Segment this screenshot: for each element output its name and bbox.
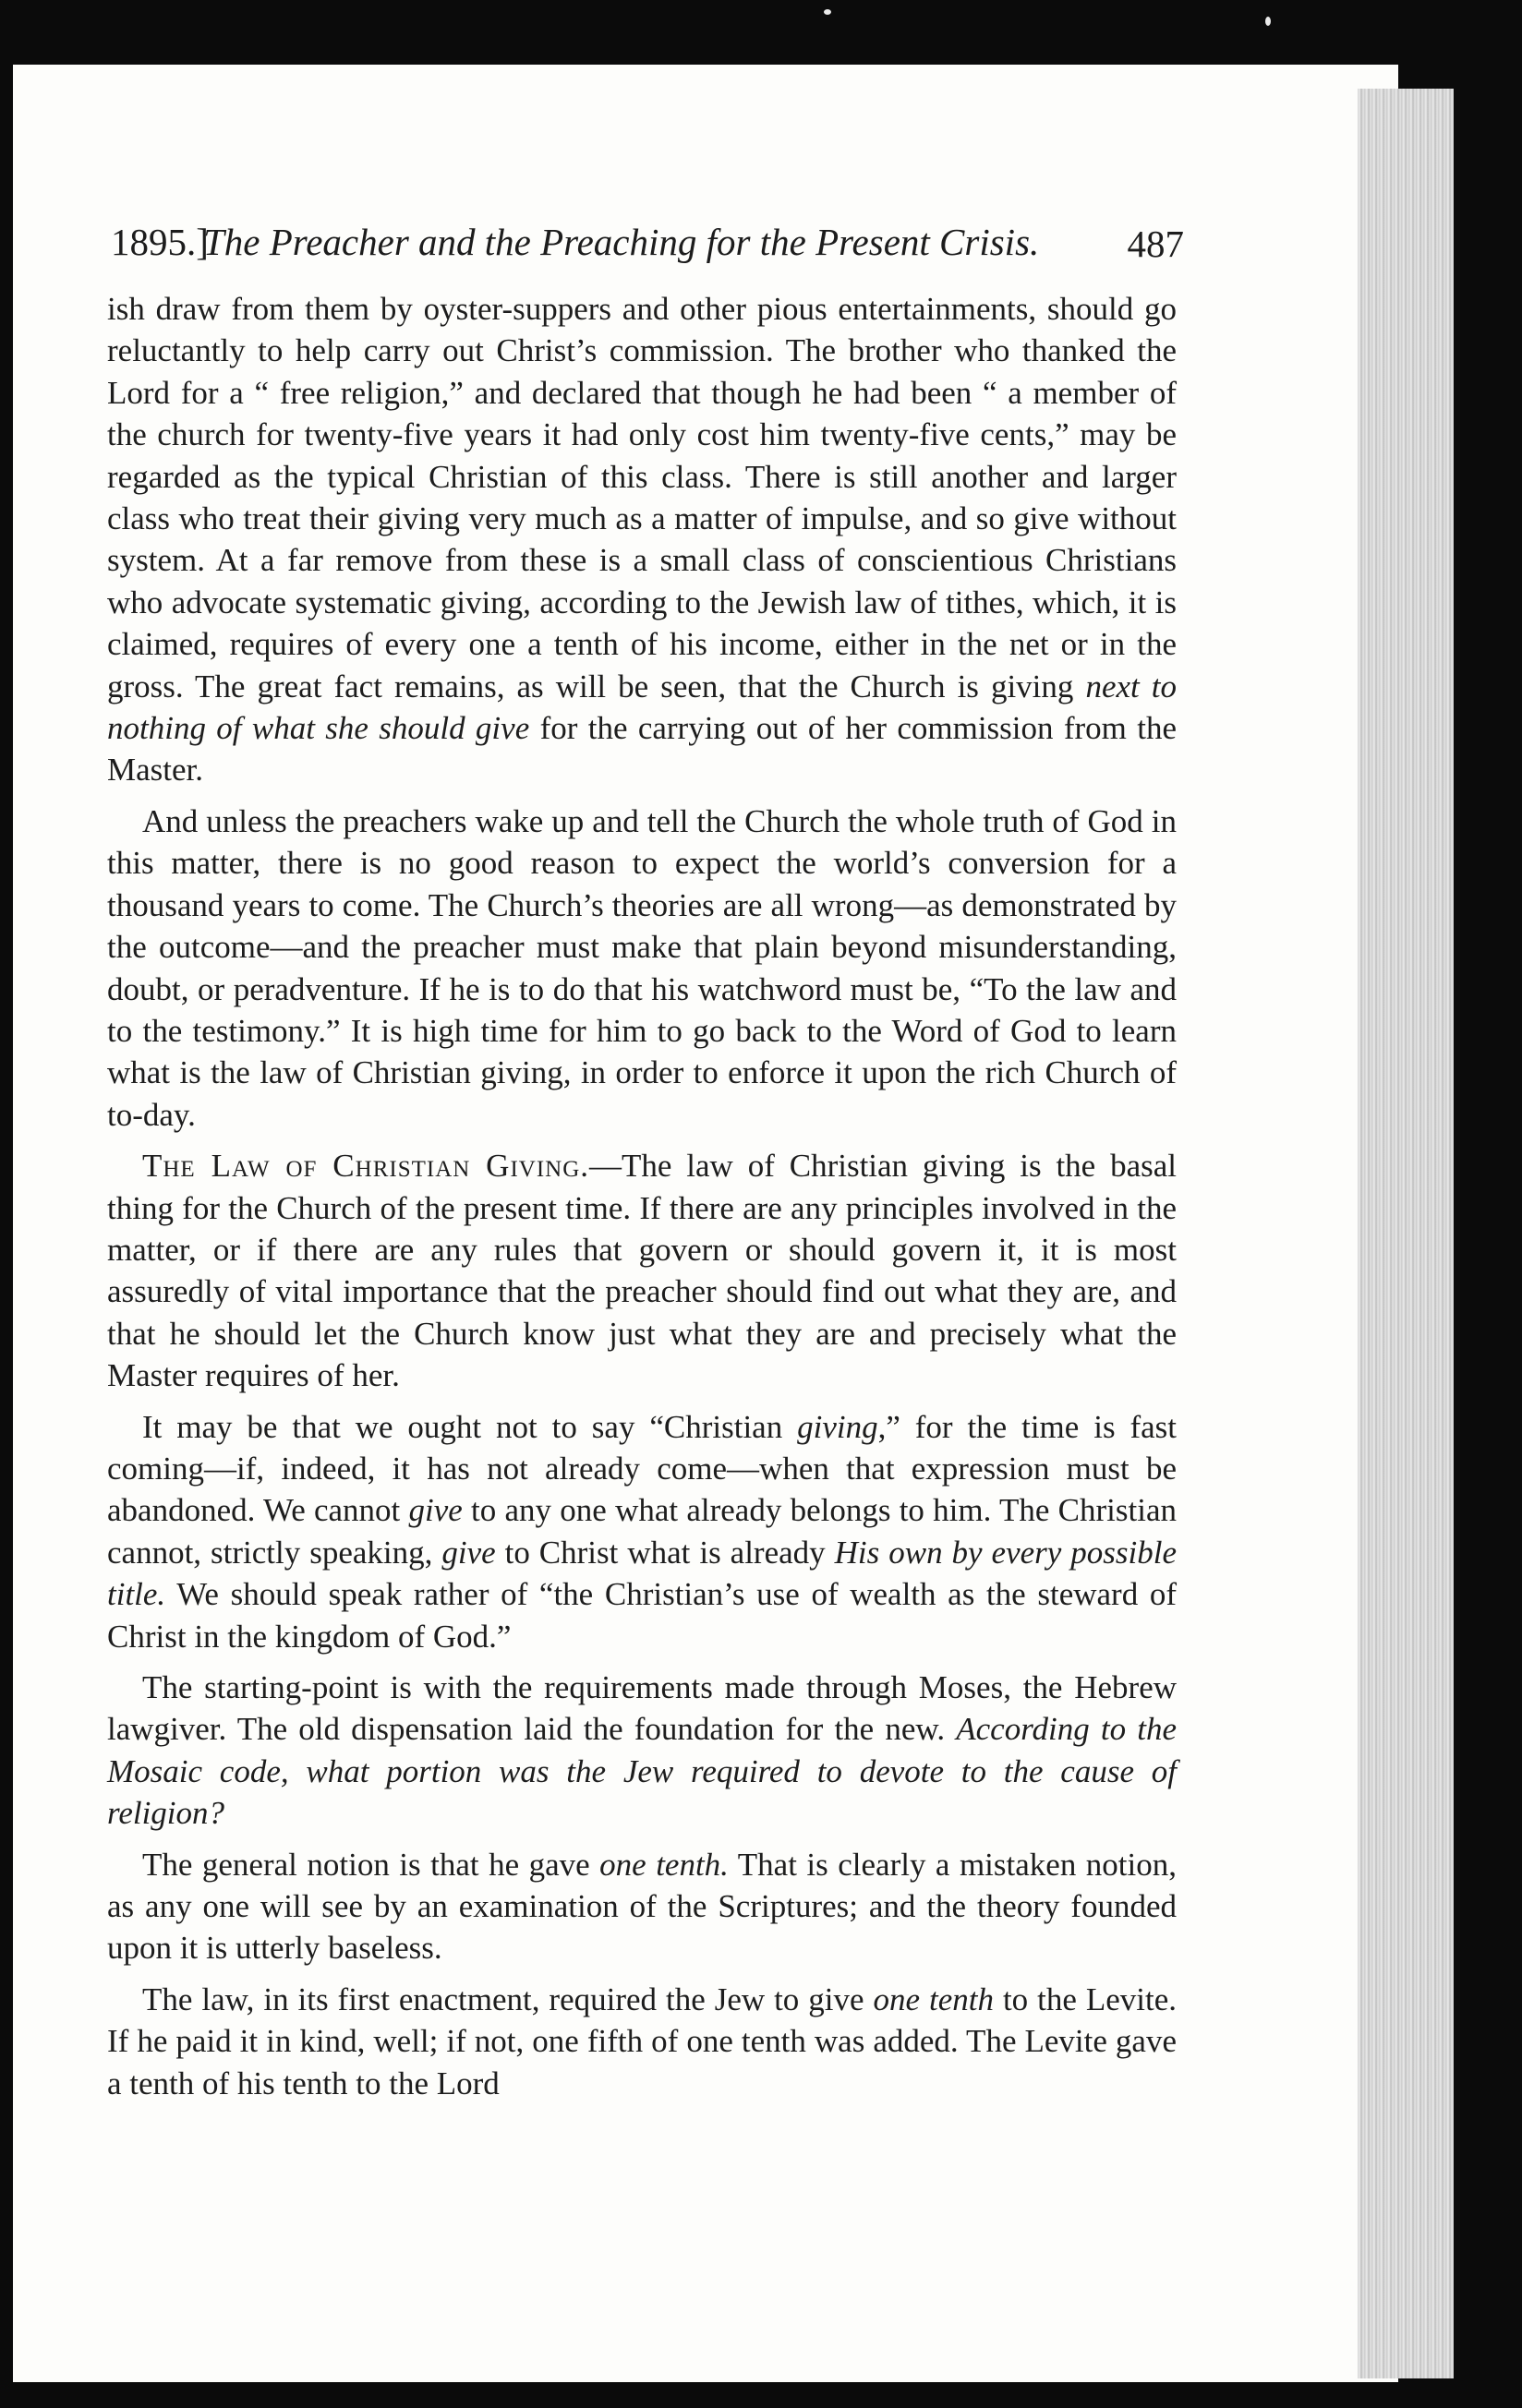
section-heading: The Law of Christian Giving. [142,1148,590,1185]
scan-speck [824,9,831,15]
running-header [111,214,1184,279]
paragraph: The starting-point is with the requirements made through Moses, the Hebrew lawgiver. The old dispensation laid the foundation for the new. According to the Mosaic code, what portion was the Jew required to devote to the cause of religion? [107,1669,1177,1832]
paragraph: The Law of Christian Giving.—The law of Christian giving is the basal thing for the Church of the present time. If there are any principles involved in the matter, or if there are any rules that govern or should govern it, it is most assuredly of vital importance that the preacher should find out what they are, and that he should let the Church know just what they are and precisely what the Master requires of her. [107,1148,1177,1394]
paragraph: The general notion is that he gave one tenth. That is clearly a mistaken notion, as any one will see by an examination of the Scriptures; and the theory founded upon it is utterly baseless. [107,1846,1177,1967]
paragraph: And unless the preachers wake up and tell the Church the whole truth of God in this matter, there is no good reason to expect the world’s conversion for a thousand years to come. The Church’s theories are all wrong—as demonstrated by the outcome—and the preacher must make that plain beyond misunderstanding, doubt, or peradventure. If he is to do that his watchword must be, “To the law and to the testimony.” It is high time for him to go back to the Word of God to learn what is the law of Christian giving, in order to enforce it upon the rich Church of to-day. [107,802,1177,1133]
scan-speck [1265,17,1271,26]
body-text [107,288,1177,2113]
page-edge-stack [1358,89,1454,2378]
header-year: 1895.] [111,221,209,263]
page-number: 487 [1127,223,1184,265]
paragraph: It may be that we ought not to say “Christian giving,” for the time is fast coming—if, indeed, it has not already come—when that expression must be abandoned. We cannot give to any one what already belongs to him. The Christian cannot, strictly speaking, give to Christ what is already His own by every possible title. We should speak rather of “the Christian’s use of wealth as the steward of Christ in the kingdom of God.” [107,1408,1178,1655]
header-title: The Preacher and the Preaching for the Present Crisis. [203,221,1040,263]
paragraph: The law, in its first enactment, required the Jew to give one tenth to the Levite. If he paid it in kind, well; if not, one fifth of one tenth was added. The Levite gave a tenth of his tenth to the Lord [107,1981,1177,2101]
paragraph: ish draw from them by oyster-suppers and other pious entertainments, should go reluctantly to help carry out Christ’s commission. The brother who thanked the Lord for a “ free religion,” and declared that though he had been “ a member of the church for twenty-five years it had only cost him twenty-five cents,” may be regarded as the typical Christian of this class. There is still another and larger class who treat their giving very much as a matter of impulse, and so give without system. At a far remove from these is a small class of conscientious Christians who advocate systematic giving, according to the Jewish law of tithes, which, it is claimed, requires of every one a tenth of his income, either in the net or in the gross. The great fact remains, as will be seen, that the Church is giving next to nothing of what she should give for the carrying out of her commission from the Master. [107,291,1177,789]
